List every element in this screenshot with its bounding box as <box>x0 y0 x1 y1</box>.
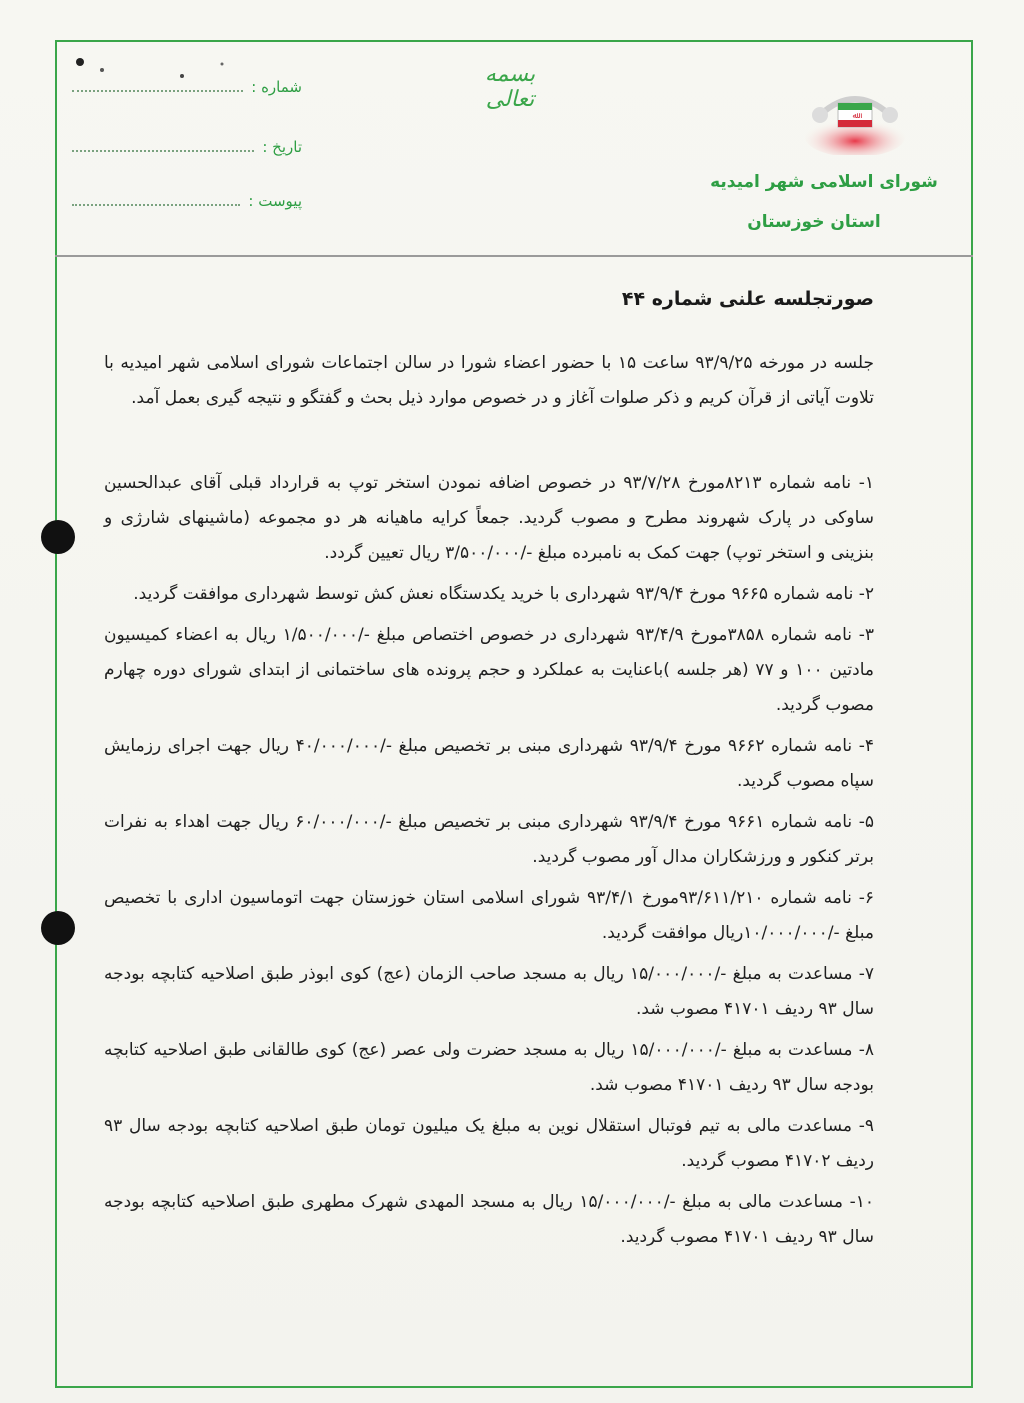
dotted-line <box>72 194 240 206</box>
list-item: ۵- نامه شماره ۹۶۶۱ مورخ ۹۳/۹/۴ شهرداری مبنی بر تخصیص مبلغ -/۶۰/۰۰۰/۰۰۰ ریال جهت اهداء به نفرات برتر کنکور و ورزشکاران مدال آور مصوب گردید. <box>104 812 875 867</box>
attachment-field <box>72 192 302 210</box>
header-divider <box>55 255 973 257</box>
list-item: ۴- نامه شماره ۹۶۶۲ مورخ ۹۳/۹/۴ شهرداری مبنی بر تخصیص مبلغ -/۴۰/۰۰۰/۰۰۰ ریال جهت اجرای رزمایش سپاه مصوب گردید. <box>104 736 874 791</box>
list-item: ۶- نامه شماره ۹۳/۶۱۱/۲۱۰مورخ ۹۳/۴/۱ شورای اسلامی استان خوزستان جهت اتوماسیون اداری با تخصیص مبلغ -/۱۰/۰۰۰/۰۰۰ریال موافقت گردید. <box>104 888 874 943</box>
punch-hole <box>41 520 75 554</box>
field-label: پیوست : <box>248 192 302 210</box>
letter-number-field <box>72 78 302 96</box>
bismillah-heading: بسمه تعالی <box>484 62 536 112</box>
punch-hole <box>41 911 75 945</box>
document-title: صورتجلسه علنی شماره ۴۴ <box>621 288 874 310</box>
org-name: شورای اسلامی شهر امیدیه <box>710 172 938 192</box>
list-item: ۸- مساعدت به مبلغ -/۱۵/۰۰۰/۰۰۰ ریال به مسجد حضرت ولی عصر (عج) کوی طالقانی طبق اصلاحیه کتابچه بودجه سال ۹۳ ردیف ۴۱۷۰۱ مصوب شد. <box>104 1040 874 1095</box>
intro-paragraph: جلسه در مورخه ۹۳/۹/۲۵ ساعت ۱۵ با حضور اعضاء شورا در سالن اجتماعات شورای اسلامی شهر امیدیه با تلاوت آیاتی از قرآن کریم و ذکر صلوات آغاز و در خصوص موارد ذیل بحث و گفتگو و نتیجه گیری بعمل آمد. <box>104 353 874 408</box>
org-province: استان خوزستان <box>747 212 881 232</box>
field-label: تاریخ : <box>262 138 302 156</box>
dotted-line <box>72 80 243 92</box>
list-item: ۱- نامه شماره ۸۲۱۳مورخ ۹۳/۷/۲۸ در خصوص اضافه نمودن استخر توپ به قرارداد قبلی آقای عبدالحسین ساوکی در پارک شهروند مطرح و مصوب گردید. جمعاً کرایه ماهیانه هر دو مجموعه (ماشینهای شارژی و بنزینی و استخر توپ) جهت کمک به نامبرده مبلغ -/۳/۵۰۰/۰۰۰ ریال تعیین گردد. <box>104 473 874 563</box>
resolution-list <box>104 466 874 1261</box>
dotted-line <box>72 140 254 152</box>
list-item: ۲- نامه شماره ۹۶۶۵ مورخ ۹۳/۹/۴ شهرداری با خرید یکدستگاه نعش کش توسط شهرداری موافقت گردید. <box>133 584 874 604</box>
list-item: ۹- مساعدت مالی به تیم فوتبال استقلال نوین به مبلغ یک میلیون تومان طبق اصلاحیه کتابچه بودجه سال ۹۳ ردیف ۴۱۷۰۲ مصوب گردید. <box>104 1116 874 1171</box>
letter-date-field <box>72 138 302 156</box>
list-item: ۷- مساعدت به مبلغ -/۱۵/۰۰۰/۰۰۰ ریال به مسجد صاحب الزمان (عج) کوی ابوذر طبق اصلاحیه کتابچه بودجه سال ۹۳ ردیف ۴۱۷۰۱ مصوب شد. <box>104 964 875 1019</box>
list-item: ۱۰- مساعدت مالی به مبلغ -/۱۵/۰۰۰/۰۰۰ ریال به مسجد المهدی شهرک مطهری طبق اصلاحیه کتابچه بودجه سال ۹۳ ردیف ۴۱۷۰۱ مصوب گردید. <box>104 1192 874 1247</box>
field-label: شماره : <box>251 78 302 96</box>
council-emblem-icon <box>800 85 910 155</box>
svg-text:ﷲ: ﷲ <box>852 111 858 120</box>
list-item: ۳- نامه شماره ۳۸۵۸مورخ ۹۳/۴/۹ شهرداری در خصوص اختصاص مبلغ -/۱/۵۰۰/۰۰۰ ریال به اعضاء کمیسیون مادتین ۱۰۰ و ۷۷ (هر جلسه )باعنایت به عملکرد و حجم پرونده های ساختمانی از ابتدای شورای دوره چهارم مصوب گردید. <box>104 625 875 715</box>
